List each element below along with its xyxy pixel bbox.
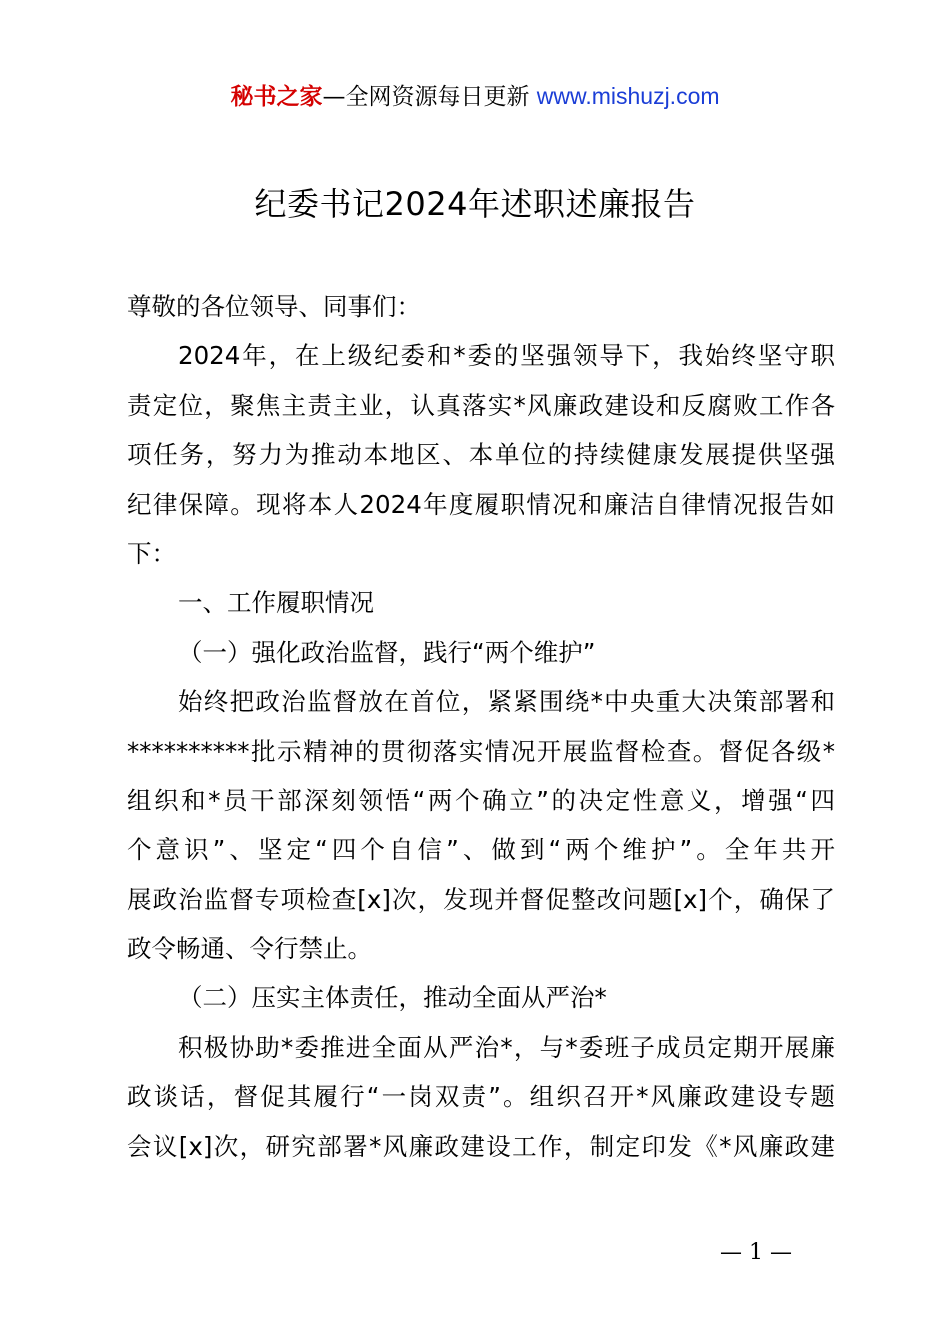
paragraph-line: 始终把政治监督放在首位，紧紧围绕*中央重大决策部署和: [178, 687, 835, 717]
brand-name: 秘书之家: [230, 84, 323, 110]
site-header: [0, 80, 950, 113]
paragraph-line: 组织和*员干部深刻领悟“两个确立”的决定性意义，增强“四: [127, 785, 835, 815]
salutation-line: 尊敬的各位领导、同事们：: [127, 292, 421, 321]
paragraph-line: 个意识”、坚定“四个自信”、做到“两个维护”。全年共开: [127, 835, 835, 865]
document-body: [127, 282, 835, 1171]
header-tagline: —全网资源每日更新: [322, 84, 537, 110]
paragraph-line: 纪律保障。现将本人2024年度履职情况和廉洁自律情况报告如: [127, 489, 835, 519]
paragraph-line: 项任务，努力为推动本地区、本单位的持续健康发展提供坚强: [127, 440, 835, 470]
paragraph-line: 展政治监督专项检查[x]次，发现并督促整改问题[x]个，确保了: [127, 884, 835, 914]
paragraph-line: 2024年，在上级纪委和*委的坚强领导下，我始终坚守职: [178, 341, 835, 371]
paragraph-line: 政令畅通、令行禁止。: [127, 934, 372, 964]
paragraph-line: 政谈话，督促其履行“一岗双责”。组织召开*风廉政建设专题: [127, 1082, 835, 1112]
paragraph-line: **********批示精神的贯彻落实情况开展监督检查。督促各级*: [127, 736, 835, 766]
page-number: — 1 —: [720, 1240, 792, 1265]
site-url[interactable]: www.mishuzj.com: [536, 83, 720, 109]
paragraph-line: 会议[x]次，研究部署*风廉政建设工作，制定印发《*风廉政建: [127, 1131, 835, 1161]
section-heading: 一、工作履职情况: [178, 588, 374, 618]
document-title: 纪委书记2024年述职述廉报告: [254, 185, 696, 223]
paragraph-line: 责定位，聚焦主责主业，认真落实*风廉政建设和反腐败工作各: [127, 390, 835, 420]
subsection-heading: （二）压实主体责任，推动全面从严治*: [178, 983, 607, 1013]
subsection-heading: （一）强化政治监督，践行“两个维护”: [178, 637, 596, 667]
paragraph-line: 积极协助*委推进全面从严治*，与*委班子成员定期开展廉: [178, 1032, 835, 1062]
paragraph-line: 下：: [127, 538, 176, 568]
